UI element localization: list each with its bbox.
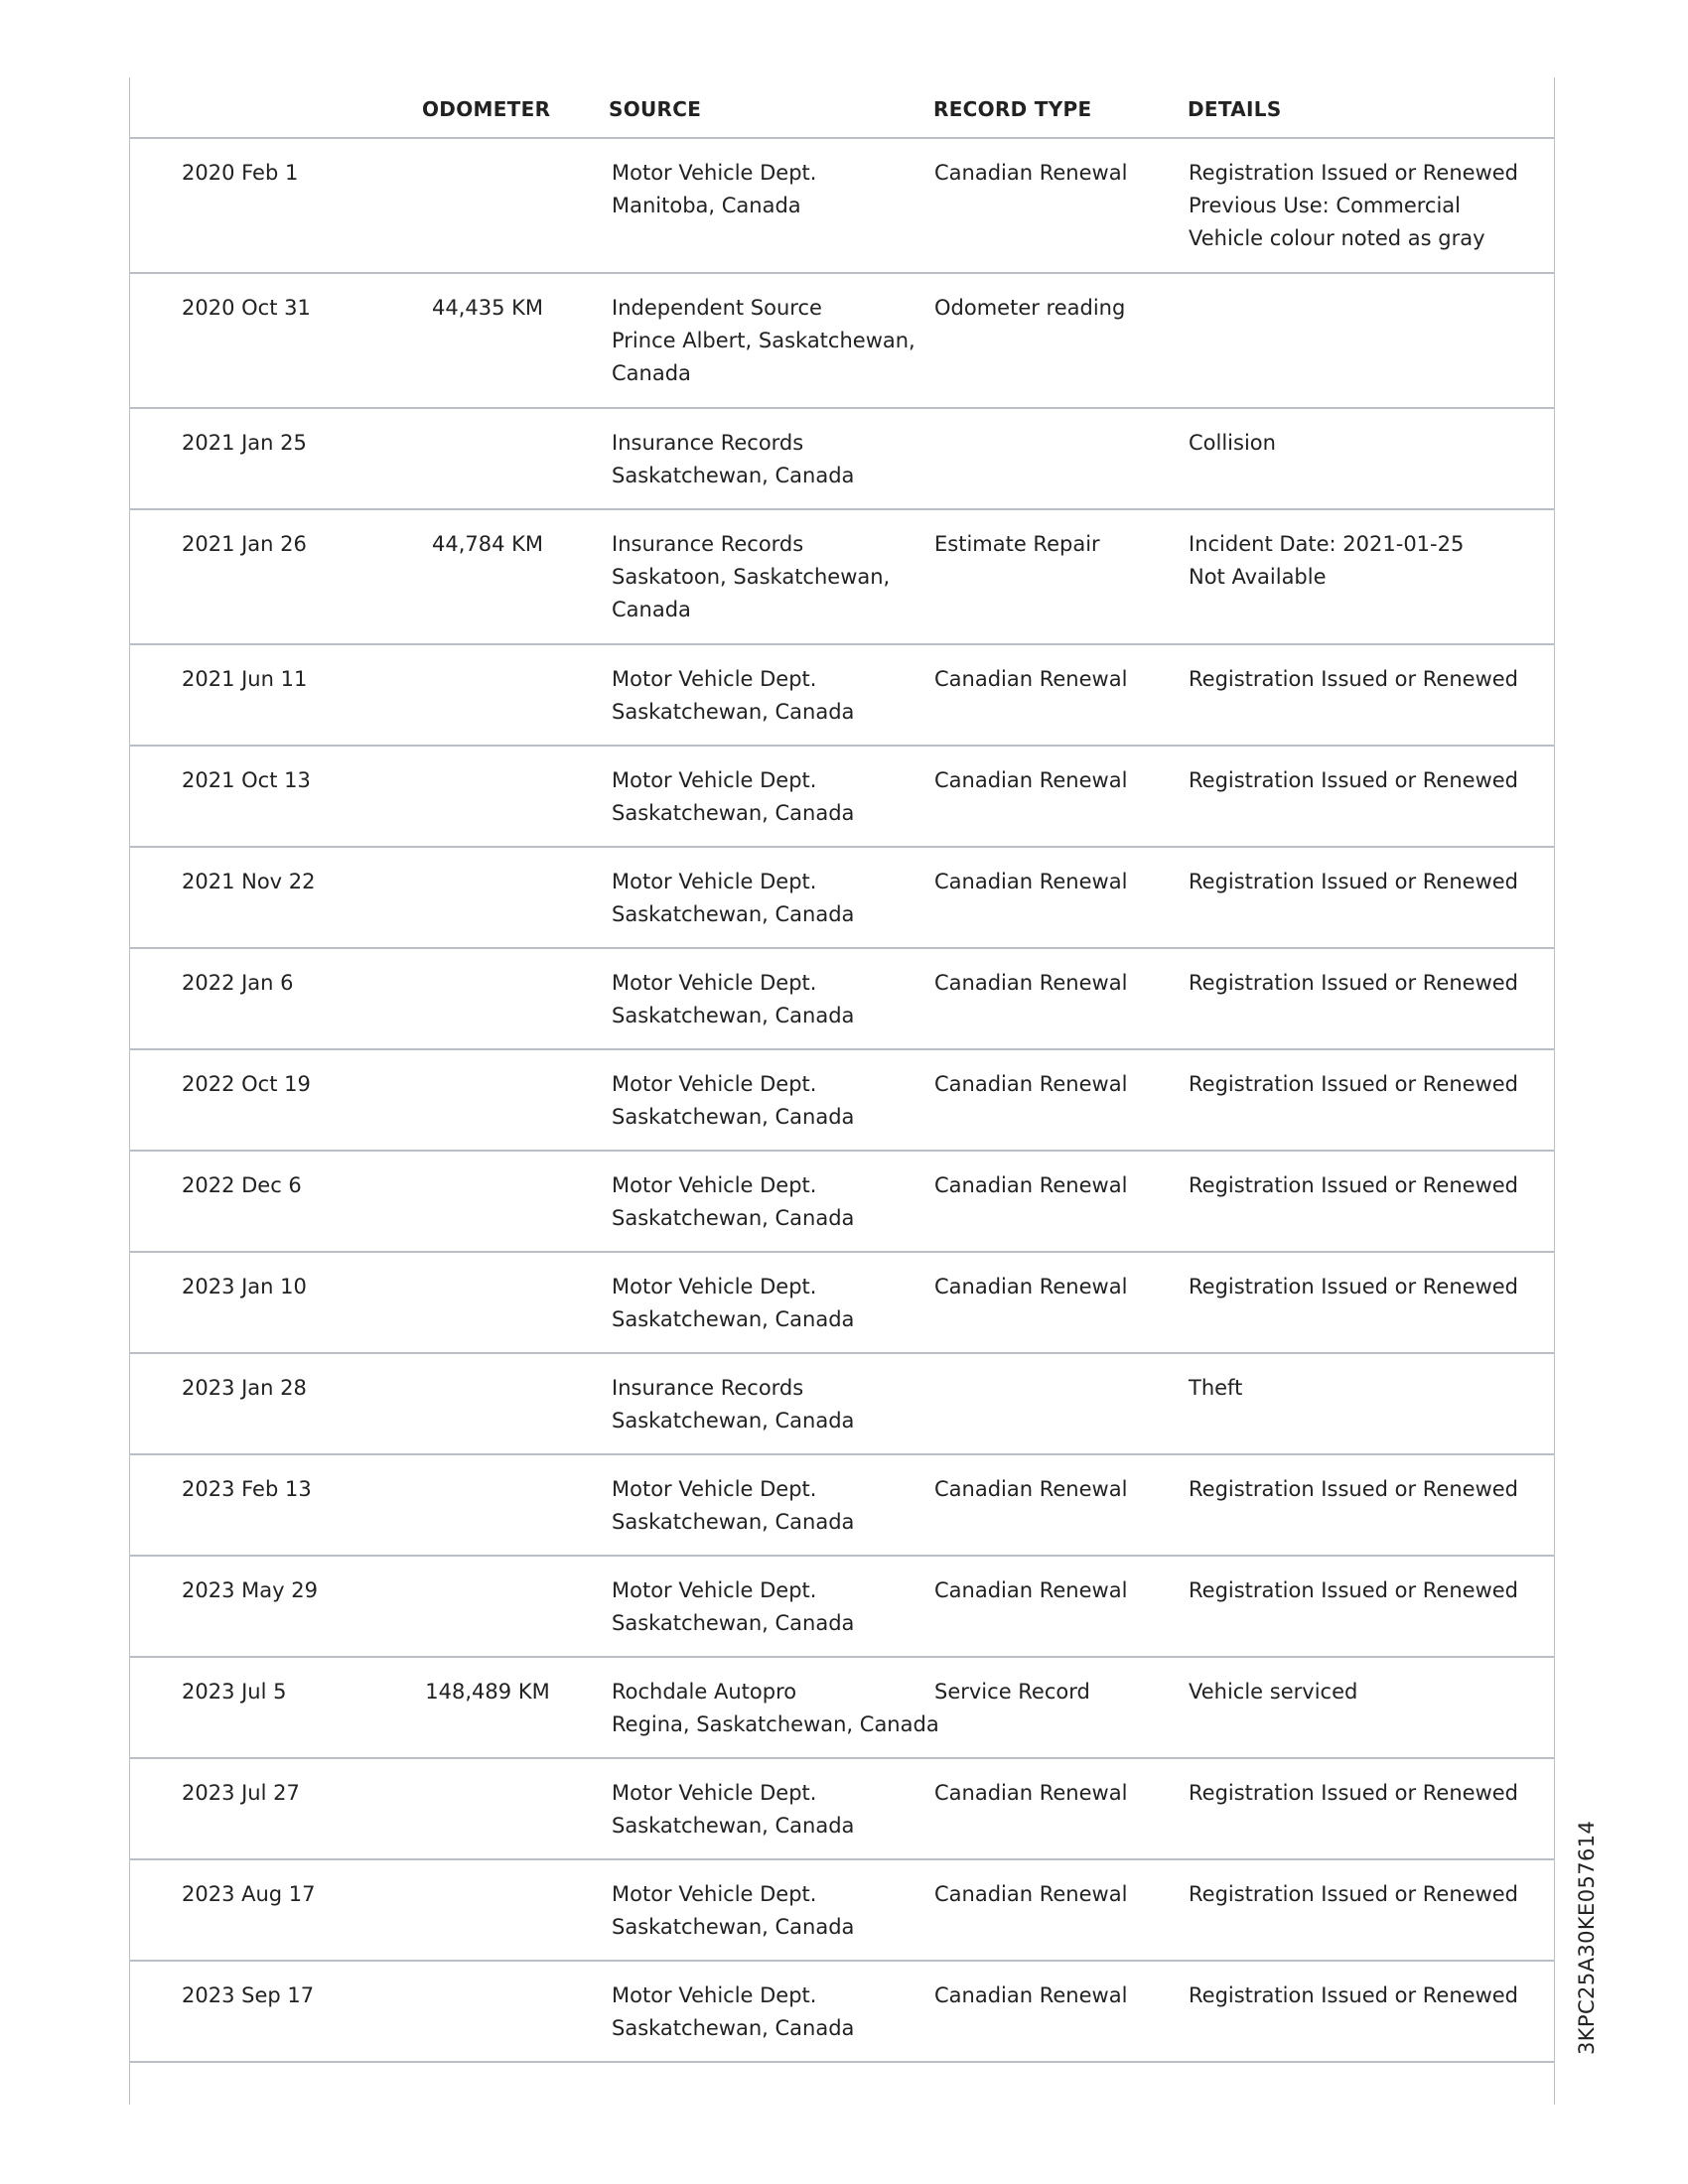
- column-header-record-type: RECORD TYPE: [933, 97, 1092, 121]
- record-source-line: Motor Vehicle Dept.: [612, 1275, 817, 1298]
- table-row: [130, 848, 1554, 949]
- record-source: [612, 866, 854, 931]
- record-source-line: Saskatchewan, Canada: [612, 1206, 855, 1230]
- record-type: Canadian Renewal: [934, 768, 1128, 792]
- record-source-line: Independent Source: [612, 296, 822, 320]
- record-date: 2023 May 29: [182, 1578, 318, 1602]
- record-type: Canadian Renewal: [934, 971, 1128, 995]
- record-date: 2023 Feb 13: [182, 1477, 312, 1501]
- table-row: [130, 274, 1554, 409]
- record-details-line: Registration Issued or Renewed: [1189, 1578, 1519, 1602]
- record-source-line: Saskatchewan, Canada: [612, 2016, 855, 2040]
- record-details-line: Registration Issued or Renewed: [1189, 667, 1519, 691]
- record-source: [612, 528, 890, 626]
- record-source: [612, 427, 854, 492]
- record-details: [1189, 1068, 1518, 1101]
- record-source-line: Motor Vehicle Dept.: [612, 1578, 817, 1602]
- record-source-line: Saskatchewan, Canada: [612, 1915, 855, 1939]
- table-row: [130, 1050, 1554, 1152]
- record-date: 2022 Dec 6: [182, 1173, 302, 1197]
- table-row: [130, 949, 1554, 1050]
- record-source-line: Motor Vehicle Dept.: [612, 870, 817, 893]
- record-source-line: Saskatchewan, Canada: [612, 801, 855, 825]
- record-source-line: Saskatchewan, Canada: [612, 1105, 855, 1129]
- record-details: [1189, 1777, 1518, 1810]
- record-details-line: Registration Issued or Renewed: [1189, 971, 1519, 995]
- record-date: 2023 Jan 10: [182, 1275, 307, 1298]
- table-row: [130, 1860, 1554, 1962]
- record-type: Canadian Renewal: [934, 1072, 1128, 1096]
- column-header-odometer: ODOMETER: [422, 97, 551, 121]
- record-details-line: Vehicle colour noted as gray: [1189, 226, 1485, 250]
- table-row: [130, 409, 1554, 510]
- record-source: [612, 292, 915, 390]
- vin-number: 3KPC25A30KE057614: [1575, 1820, 1599, 2055]
- record-details: [1189, 157, 1518, 255]
- record-source-line: Motor Vehicle Dept.: [612, 1983, 817, 2007]
- table-row: [130, 1455, 1554, 1557]
- table-header: [130, 77, 1554, 139]
- record-type: Odometer reading: [934, 296, 1126, 320]
- record-source-line: Motor Vehicle Dept.: [612, 1072, 817, 1096]
- record-type: Service Record: [934, 1680, 1090, 1704]
- record-source-line: Canada: [612, 598, 691, 621]
- column-header-source: SOURCE: [609, 97, 702, 121]
- record-details: [1189, 1271, 1518, 1303]
- record-odometer: 148,489 KM: [425, 1680, 550, 1704]
- record-source: [612, 967, 854, 1032]
- record-details-line: Registration Issued or Renewed: [1189, 1781, 1519, 1805]
- record-details: [1189, 1676, 1357, 1708]
- record-source-line: Saskatchewan, Canada: [612, 464, 855, 487]
- record-source-line: Manitoba, Canada: [612, 194, 801, 217]
- record-source-line: Saskatchewan, Canada: [612, 1814, 855, 1838]
- record-source-line: Insurance Records: [612, 1376, 804, 1400]
- record-date: 2021 Nov 22: [182, 870, 316, 893]
- record-type: Canadian Renewal: [934, 161, 1128, 185]
- record-source-line: Insurance Records: [612, 532, 804, 556]
- record-source: [612, 1271, 854, 1336]
- table-row: [130, 1962, 1554, 2063]
- history-table: [129, 77, 1555, 2105]
- record-details: [1189, 1372, 1242, 1405]
- record-source-line: Motor Vehicle Dept.: [612, 1173, 817, 1197]
- table-row: [130, 1759, 1554, 1860]
- record-type: Canadian Renewal: [934, 1781, 1128, 1805]
- table-row: [130, 1152, 1554, 1253]
- record-date: 2021 Jan 25: [182, 431, 307, 455]
- record-source-line: Saskatoon, Saskatchewan,: [612, 565, 891, 589]
- table-row: [130, 1253, 1554, 1354]
- record-details-line: Registration Issued or Renewed: [1189, 1275, 1519, 1298]
- record-source-line: Saskatchewan, Canada: [612, 1004, 855, 1027]
- record-source-line: Saskatchewan, Canada: [612, 1409, 855, 1433]
- table-row: [130, 510, 1554, 645]
- record-details: [1189, 967, 1518, 1000]
- record-odometer: 44,435 KM: [431, 296, 544, 320]
- record-details: [1189, 1574, 1518, 1607]
- record-details: [1189, 427, 1276, 460]
- record-type: Canadian Renewal: [934, 1882, 1128, 1906]
- record-source-line: Prince Albert, Saskatchewan,: [612, 329, 915, 352]
- table-row: [130, 747, 1554, 848]
- record-date: 2021 Jan 26: [182, 532, 307, 556]
- record-details-line: Not Available: [1189, 565, 1327, 589]
- record-source: [612, 1878, 854, 1944]
- record-source-line: Saskatchewan, Canada: [612, 700, 855, 724]
- record-details-line: Registration Issued or Renewed: [1189, 870, 1519, 893]
- record-source-line: Canada: [612, 361, 691, 385]
- record-odometer: 44,784 KM: [431, 532, 544, 556]
- record-source-line: Motor Vehicle Dept.: [612, 161, 817, 185]
- record-details: [1189, 663, 1518, 696]
- record-date: 2022 Jan 6: [182, 971, 294, 995]
- record-details-line: Previous Use: Commercial: [1189, 194, 1462, 217]
- table-body: [130, 139, 1554, 2063]
- record-details: [1189, 1878, 1518, 1911]
- record-details-line: Registration Issued or Renewed: [1189, 1072, 1519, 1096]
- table-row: [130, 1557, 1554, 1658]
- record-details: [1189, 528, 1464, 594]
- record-details-line: Incident Date: 2021-01-25: [1189, 532, 1465, 556]
- record-type: Canadian Renewal: [934, 870, 1128, 893]
- record-details-line: Registration Issued or Renewed: [1189, 1882, 1519, 1906]
- record-source-line: Saskatchewan, Canada: [612, 1510, 855, 1534]
- record-details: [1189, 1169, 1518, 1202]
- record-type: Canadian Renewal: [934, 1477, 1128, 1501]
- record-source-line: Rochdale Autopro: [612, 1680, 797, 1704]
- record-details-line: Registration Issued or Renewed: [1189, 768, 1519, 792]
- table-row: [130, 645, 1554, 747]
- record-date: 2023 Jul 5: [182, 1680, 287, 1704]
- record-type: Canadian Renewal: [934, 667, 1128, 691]
- record-source-line: Motor Vehicle Dept.: [612, 1882, 817, 1906]
- record-details-line: Theft: [1189, 1376, 1243, 1400]
- table-row: [130, 139, 1554, 274]
- record-type: Canadian Renewal: [934, 1275, 1128, 1298]
- record-source: [612, 663, 854, 729]
- table-row: [130, 1354, 1554, 1455]
- record-source-line: Motor Vehicle Dept.: [612, 971, 817, 995]
- record-type: Canadian Renewal: [934, 1578, 1128, 1602]
- record-source-line: Motor Vehicle Dept.: [612, 667, 817, 691]
- record-source-line: Saskatchewan, Canada: [612, 1307, 855, 1331]
- record-details-line: Registration Issued or Renewed: [1189, 1477, 1519, 1501]
- record-details: [1189, 764, 1518, 797]
- record-details: [1189, 1979, 1518, 2012]
- record-date: 2021 Oct 13: [182, 768, 311, 792]
- record-date: 2022 Oct 19: [182, 1072, 311, 1096]
- record-source: [612, 1068, 854, 1134]
- record-source-line: Saskatchewan, Canada: [612, 902, 855, 926]
- column-header-details: DETAILS: [1188, 97, 1282, 121]
- record-date: 2023 Sep 17: [182, 1983, 315, 2007]
- record-details-line: Registration Issued or Renewed: [1189, 1173, 1519, 1197]
- record-source-line: Motor Vehicle Dept.: [612, 1781, 817, 1805]
- record-date: 2023 Jan 28: [182, 1376, 307, 1400]
- record-date: 2021 Jun 11: [182, 667, 308, 691]
- record-source: [612, 1979, 854, 2045]
- record-source: [612, 1574, 854, 1640]
- record-details: [1189, 1473, 1518, 1506]
- record-source: [612, 1372, 854, 1437]
- record-date: 2023 Jul 27: [182, 1781, 300, 1805]
- record-type: Canadian Renewal: [934, 1983, 1128, 2007]
- record-type: Canadian Renewal: [934, 1173, 1128, 1197]
- record-source: [612, 1473, 854, 1539]
- record-date: 2020 Feb 1: [182, 161, 299, 185]
- record-details-line: Collision: [1189, 431, 1276, 455]
- record-source: [612, 1676, 939, 1741]
- record-source-line: Insurance Records: [612, 431, 804, 455]
- record-source-line: Regina, Saskatchewan, Canada: [612, 1712, 939, 1736]
- record-details-line: Vehicle serviced: [1189, 1680, 1358, 1704]
- record-details-line: Registration Issued or Renewed: [1189, 1983, 1519, 2007]
- record-source-line: Motor Vehicle Dept.: [612, 768, 817, 792]
- record-source-line: Saskatchewan, Canada: [612, 1611, 855, 1635]
- record-source: [612, 764, 854, 830]
- record-source: [612, 1777, 854, 1843]
- record-type: Estimate Repair: [934, 532, 1100, 556]
- record-date: 2023 Aug 17: [182, 1882, 316, 1906]
- table-row: [130, 1658, 1554, 1759]
- record-date: 2020 Oct 31: [182, 296, 311, 320]
- record-source: [612, 1169, 854, 1235]
- record-details-line: Registration Issued or Renewed: [1189, 161, 1519, 185]
- record-source-line: Motor Vehicle Dept.: [612, 1477, 817, 1501]
- record-source: [612, 157, 816, 222]
- record-details: [1189, 866, 1518, 898]
